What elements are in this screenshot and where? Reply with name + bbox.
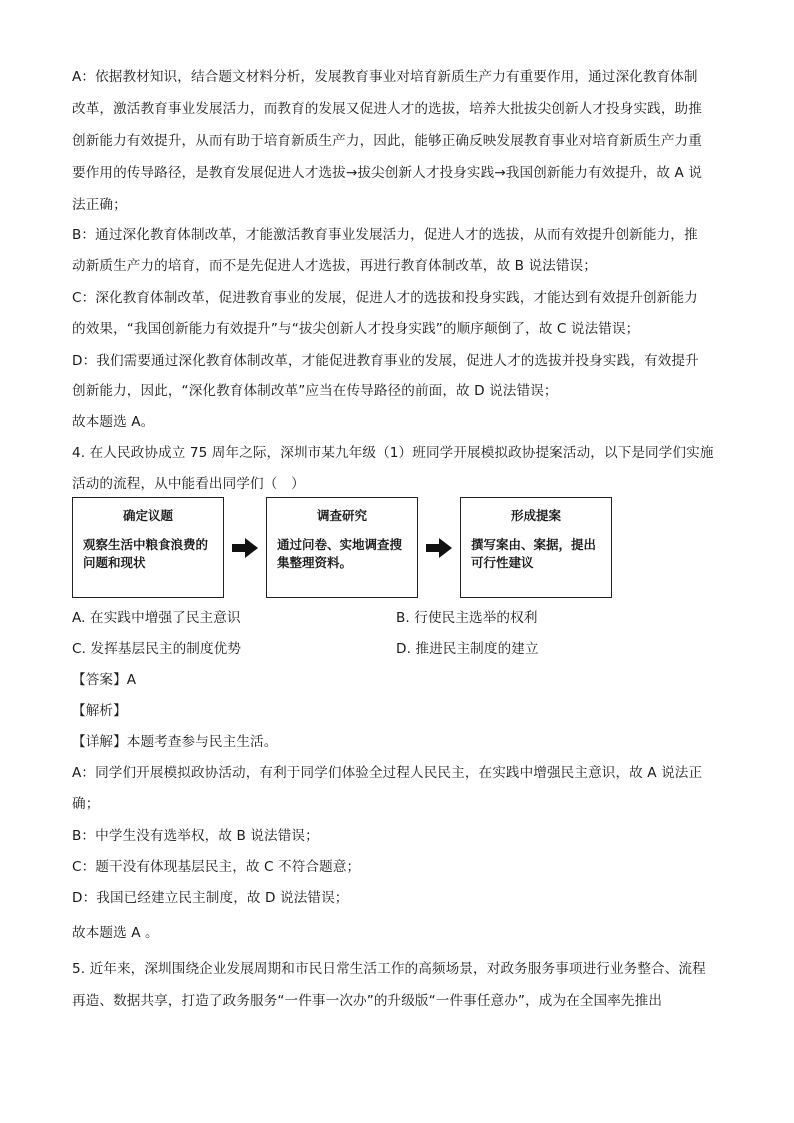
analysis-label: 【解析】 [72,703,127,719]
flow-step-body: 通过问卷、实地调查搜集整理资料。 [277,537,403,570]
question-4-stem: 4. 在人民政协成立 75 周年之际，深圳市某九年级（1）班同学开展模拟政协提案活动，以下是同学们实施 [72,445,714,461]
option-c: C. 发挥基层民主的制度优势 [72,641,242,657]
text-line: C：题干没有体现基层民主，故 C 不符合题意； [72,859,361,875]
option-b: B. 行使民主选举的权利 [396,610,538,626]
text-line: B：中学生没有选举权，故 B 说法错误； [72,828,319,844]
flow-step-proposal [460,497,612,598]
text-line: 创新能力有效提升，从而有助于培育新质生产力，因此，能够正确反映发展教育事业对培育新质生产力重 [72,133,702,149]
text-line: 创新能力，因此，“深化教育体制改革”应当在传导路径的前面，故 D 说法错误； [72,383,558,399]
text-line: B：通过深化教育体制改革，才能激活教育事业发展活力，促进人才的选拔，从而有效提升创新能力，推 [72,227,698,243]
conclusion-line: 故本题选 A 。 [72,925,159,941]
text-line: 的效果，“我国创新能力有效提升”与“拔尖创新人才投身实践”的顺序颠倒了，故 C 说法错误； [72,321,640,337]
conclusion-line: 故本题选 A。 [72,414,155,430]
text-line: D：我国已经建立民主制度，故 D 说法错误； [72,890,349,906]
answer-label: 【答案】A [72,672,137,688]
flow-step-title: 形成提案 [510,508,561,523]
flow-step-title: 确定议题 [122,508,173,523]
question-5-stem: 5. 近年来，深圳围绕企业发展周期和市民日常生活工作的高频场景，对政务服务事项进行业务整合、流程 [72,961,706,977]
text-line: A：同学们开展模拟政协活动，有利于同学们体验全过程人民民主，在实践中增强民主意识，故 A 说法正 [72,765,703,781]
detail-label: 【详解】本题考查参与民主生活。 [72,734,278,750]
flow-step-title: 调查研究 [316,508,367,523]
flow-step-body: 观察生活中粮食浪费的问题和现状 [83,537,209,570]
arrow-right-icon [426,537,452,559]
text-line: D：我们需要通过深化教育体制改革，才能促进教育事业的发展，促进人才的选拔并投身实践，有效提升 [72,353,699,369]
text-line: 改革，激活教育事业发展活力，而教育的发展又促进人才的选拔，培养大批拔尖创新人才投身实践，助推 [72,101,702,117]
text-line: A：依据教材知识，结合题文材料分析，发展教育事业对培育新质生产力有重要作用，通过深化教育体制 [72,69,698,85]
text-line: 动新质生产力的培育，而不是先促进人才选拔，再进行教育体制改革，故 B 说法错误； [72,258,597,274]
question-5-stem: 再造、数据共享，打造了政务服务“一件事一次办”的升级版“一件事任意办”，成为在全国率先推出 [72,993,663,1009]
flow-step-research [266,497,418,598]
option-d: D. 推进民主制度的建立 [396,641,539,657]
option-a: A. 在实践中增强了民主意识 [72,610,241,626]
text-line: 法正确； [72,197,127,213]
text-line: 要作用的传导路径，是教育发展促进人才选拔→拔尖创新人才投身实践→我国创新能力有效提升，故 A 说 [72,165,703,181]
text-line: 确； [72,796,100,812]
question-4-stem: 活动的流程，从中能看出同学们（ ） [72,476,305,492]
flow-step-body: 撰写案由、案据，提出可行性建议 [471,537,597,570]
arrow-right-icon [232,537,258,559]
text-line: C：深化教育体制改革，促进教育事业的发展，促进人才的选拔和投身实践，才能达到有效提升创新能力 [72,290,698,306]
process-flow-diagram [72,497,614,600]
flow-step-topic [72,497,224,598]
